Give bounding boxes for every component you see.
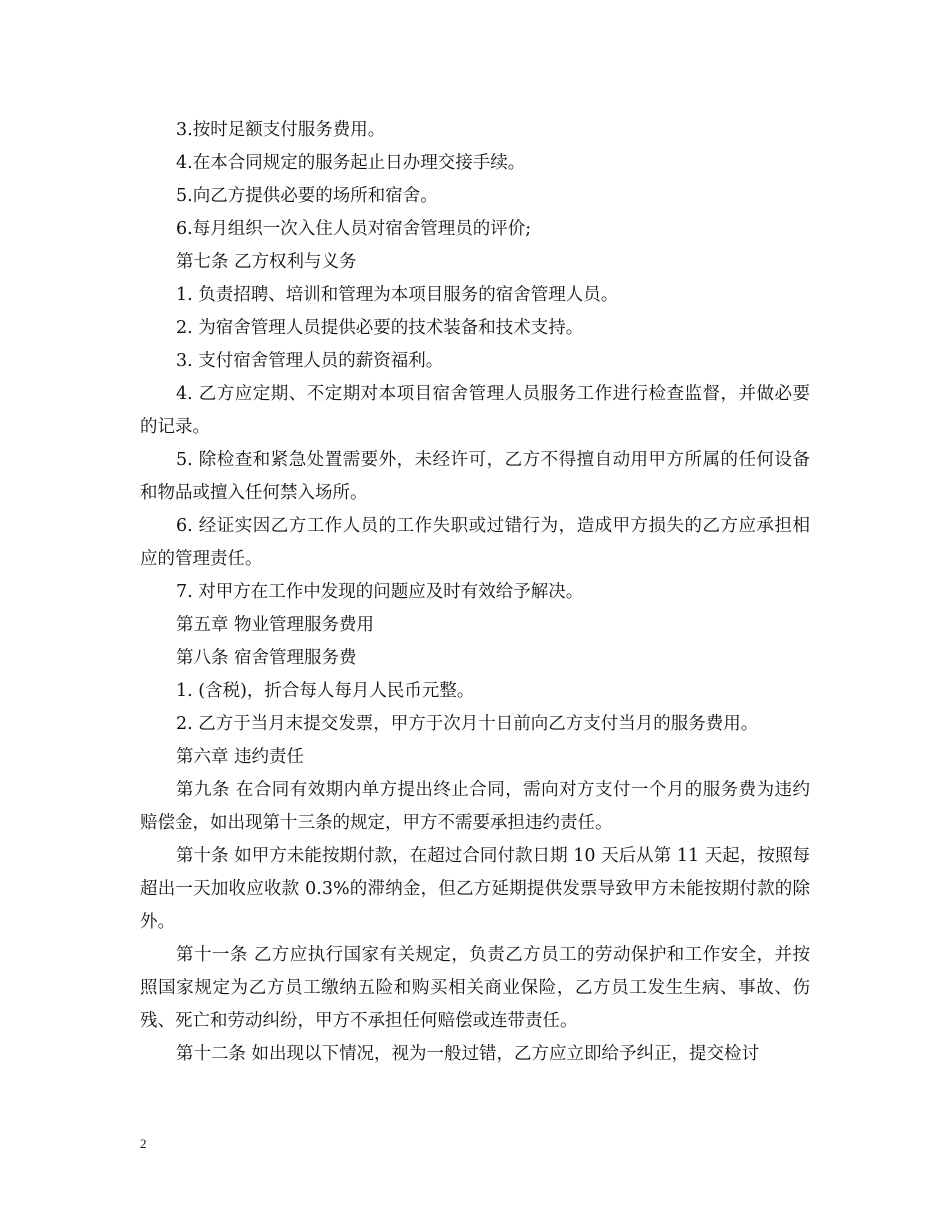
paragraph-party-b-5: 5. 除检查和紧急处置需要外，未经许可，乙方不得擅自动用甲方所属的任何设备和物品或擅入任何禁入场所。 (140, 450, 810, 503)
paragraph-party-b-7: 7. 对甲方在工作中发现的问题应及时有效给予解决。 (176, 582, 584, 602)
paragraph-fee-2: 2. 乙方于当月末提交发票，甲方于次月十日前向乙方支付当月的服务费用。 (176, 714, 759, 734)
paragraph-duty-4: 4.在本合同规定的服务起止日办理交接手续。 (176, 153, 526, 173)
paragraph-party-b-2: 2. 为宿舍管理人员提供必要的技术装备和技术支持。 (176, 318, 584, 338)
paragraph-party-b-3: 3. 支付宿舍管理人员的薪资福利。 (176, 351, 444, 371)
article-7-heading: 第七条 乙方权利与义务 (176, 252, 357, 272)
paragraph-party-b-6: 6. 经证实因乙方工作人员的工作失职或过错行为，造成甲方损失的乙方应承担相应的管理责任。 (140, 516, 810, 569)
article-9: 第九条 在合同有效期内单方提出终止合同，需向对方支付一个月的服务费为违约赔偿金，如出现第十三条的规定，甲方不需要承担违约责任。 (140, 780, 810, 833)
paragraph-fee-1: 1. (含税)，折合每人每月人民币元整。 (176, 681, 475, 701)
article-12: 第十二条 如出现以下情况，视为一般过错，乙方应立即给予纠正，提交检讨 (176, 1044, 760, 1064)
paragraph-party-b-4: 4. 乙方应定期、不定期对本项目宿舍管理人员服务工作进行检查监督，并做必要的记录。 (140, 384, 810, 437)
article-10: 第十条 如甲方未能按期付款，在超过合同付款日期 10 天后从第 11 天起，按照每超出一天加收应收款 0.3%的滞纳金，但乙方延期提供发票导致甲方未能按期付款的除外。 (140, 846, 810, 932)
paragraph-duty-3: 3.按时足额支付服务费用。 (176, 120, 386, 140)
article-11: 第十一条 乙方应执行国家有关规定，负责乙方员工的劳动保护和工作安全，并按照国家规定为乙方员工缴纳五险和购买相关商业保险，乙方员工发生生病、事故、伤残、死亡和劳动纠纷，甲方不承担任何赔偿或连带责任。 (140, 945, 810, 1031)
chapter-5-heading: 第五章 物业管理服务费用 (176, 615, 375, 635)
paragraph-duty-5: 5.向乙方提供必要的场所和宿舍。 (176, 186, 438, 206)
document-body (140, 114, 810, 1071)
paragraph-duty-6: 6.每月组织一次入住人员对宿舍管理员的评价; (176, 219, 532, 239)
paragraph-party-b-1: 1. 负责招聘、培训和管理为本项目服务的宿舍管理人员。 (176, 285, 619, 305)
article-8-heading: 第八条 宿舍管理服务费 (176, 648, 357, 668)
chapter-6-heading: 第六章 违约责任 (176, 747, 305, 767)
page-number: 2 (140, 1136, 147, 1151)
